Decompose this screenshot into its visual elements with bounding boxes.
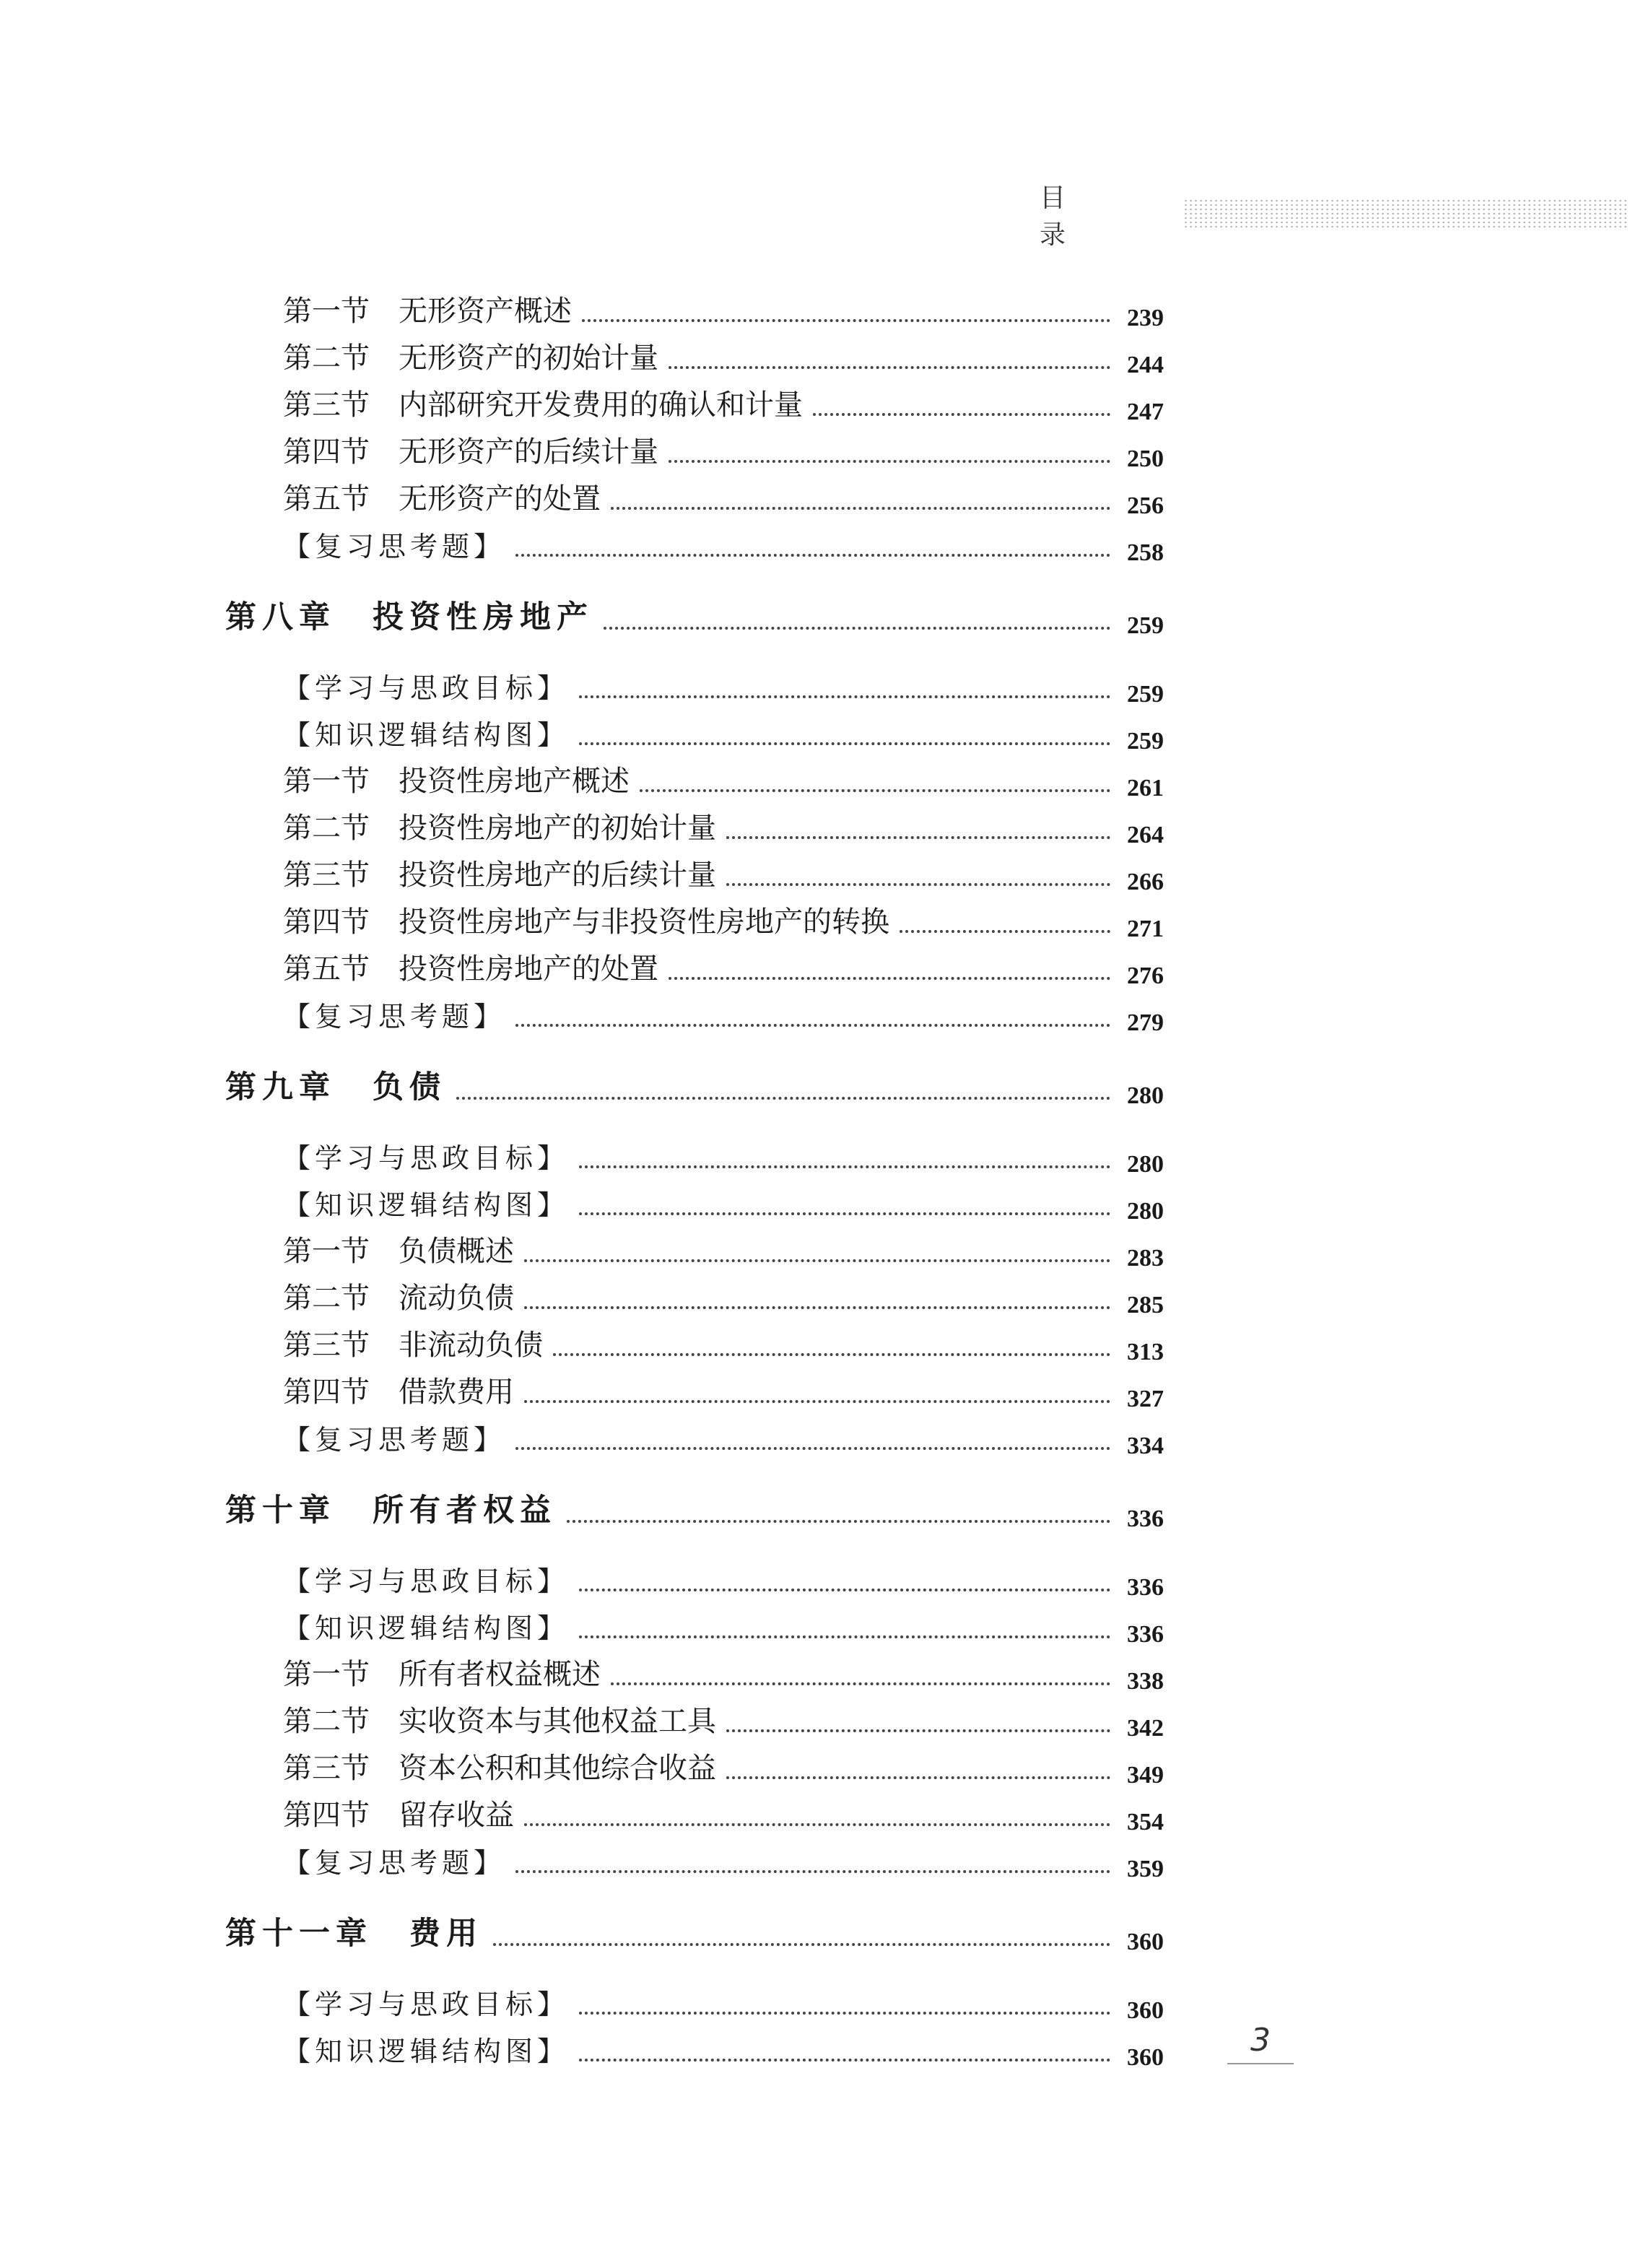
toc-entry[interactable] bbox=[283, 1646, 1164, 1693]
dot-leader bbox=[726, 1729, 1110, 1732]
toc-entry-page: 283 bbox=[1127, 1245, 1164, 1272]
toc-entry[interactable] bbox=[283, 2022, 1164, 2069]
toc-entry-label: 第一节 所有者权益概述 bbox=[283, 1658, 601, 1691]
toc-entry-page: 258 bbox=[1127, 539, 1164, 566]
toc-entry-label: 第九章 负债 bbox=[225, 1069, 446, 1105]
toc-entry-label: 第十一章 费用 bbox=[225, 1916, 483, 1952]
toc-entry-page: 342 bbox=[1127, 1715, 1164, 1742]
toc-entry[interactable] bbox=[283, 659, 1164, 708]
dot-leader bbox=[611, 507, 1110, 510]
toc-entry[interactable] bbox=[283, 1599, 1164, 1646]
toc-entry-page: 247 bbox=[1127, 399, 1164, 425]
toc-chapter-entry[interactable] bbox=[225, 1061, 1164, 1107]
toc-entry-label: 第二节 流动负债 bbox=[283, 1282, 514, 1315]
toc-entry-label: 第四节 借款费用 bbox=[283, 1376, 514, 1409]
toc-entry-label: 【复习思考题】 bbox=[283, 1001, 506, 1033]
dot-leader bbox=[726, 883, 1110, 886]
page-number: 3 bbox=[1227, 2022, 1294, 2064]
toc-entry[interactable] bbox=[283, 1552, 1164, 1599]
toc-entry-label: 第一节 投资性房地产概述 bbox=[283, 765, 630, 798]
dot-leader bbox=[604, 627, 1110, 630]
toc-entry-label: 【知识逻辑结构图】 bbox=[283, 2035, 570, 2067]
toc-entry-page: 259 bbox=[1127, 728, 1164, 755]
dot-leader bbox=[524, 1400, 1110, 1403]
dot-leader bbox=[524, 1259, 1110, 1262]
toc-entry-page: 354 bbox=[1127, 1809, 1164, 1835]
toc-entry-page: 360 bbox=[1127, 1997, 1164, 2024]
toc-entry-page: 285 bbox=[1127, 1292, 1164, 1318]
toc-entry[interactable] bbox=[283, 283, 1164, 329]
toc-entry[interactable] bbox=[283, 1176, 1164, 1225]
dot-leader bbox=[567, 1520, 1110, 1523]
dot-leader bbox=[900, 930, 1110, 933]
toc-entry-page: 271 bbox=[1127, 916, 1164, 942]
toc-entry[interactable] bbox=[283, 424, 1164, 470]
toc-entry[interactable] bbox=[283, 377, 1164, 423]
dot-leader bbox=[456, 1097, 1110, 1100]
toc-entry[interactable] bbox=[283, 988, 1164, 1034]
toc-entry-label: 第八章 投资性房地产 bbox=[225, 599, 593, 635]
dot-leader bbox=[579, 1589, 1110, 1591]
toc-entry-label: 【知识逻辑结构图】 bbox=[283, 1189, 570, 1221]
dot-leader bbox=[669, 460, 1110, 463]
toc-entry-page: 334 bbox=[1127, 1433, 1164, 1459]
toc-entry-label: 第二节 投资性房地产的初始计量 bbox=[283, 812, 716, 845]
dot-leader bbox=[579, 1165, 1110, 1168]
toc-entry[interactable] bbox=[283, 941, 1164, 987]
toc-entry-label: 第四节 无形资产的后续计量 bbox=[283, 435, 658, 469]
toc-entry-label: 【学习与思政目标】 bbox=[283, 1142, 570, 1174]
running-header bbox=[1040, 178, 1628, 251]
toc-entry-page: 250 bbox=[1127, 446, 1164, 472]
toc-entry-label: 【复习思考题】 bbox=[283, 1424, 506, 1456]
toc-entry-label: 第五节 无形资产的处置 bbox=[283, 482, 601, 516]
dot-leader bbox=[579, 1212, 1110, 1215]
toc-entry[interactable] bbox=[283, 1270, 1164, 1316]
toc-entry-page: 336 bbox=[1127, 1506, 1164, 1532]
toc-chapter-entry[interactable] bbox=[225, 591, 1164, 637]
toc-entry[interactable] bbox=[283, 800, 1164, 846]
toc-entry[interactable] bbox=[283, 1693, 1164, 1742]
toc-entry-page: 276 bbox=[1127, 963, 1164, 989]
toc-entry[interactable] bbox=[283, 471, 1164, 517]
toc-entry-page: 244 bbox=[1127, 352, 1164, 378]
toc-entry[interactable] bbox=[283, 1411, 1164, 1457]
toc-entry[interactable] bbox=[283, 518, 1164, 564]
toc-entry-label: 第三节 资本公积和其他综合收益 bbox=[283, 1752, 716, 1785]
toc-entry-page: 327 bbox=[1127, 1386, 1164, 1412]
toc-entry-page: 360 bbox=[1127, 2044, 1164, 2071]
toc-entry-page: 360 bbox=[1127, 1929, 1164, 1955]
dot-leader bbox=[669, 977, 1110, 980]
toc-entry-label: 第四节 留存收益 bbox=[283, 1799, 514, 1832]
dot-leader bbox=[582, 319, 1110, 322]
toc-entry-page: 336 bbox=[1127, 1574, 1164, 1601]
dot-leader bbox=[640, 789, 1110, 792]
toc-entry-label: 第二节 无形资产的初始计量 bbox=[283, 342, 658, 375]
dot-leader bbox=[813, 413, 1110, 416]
toc-entry-page: 338 bbox=[1127, 1668, 1164, 1695]
toc-entry-page: 336 bbox=[1127, 1621, 1164, 1648]
toc-entry-page: 280 bbox=[1127, 1082, 1164, 1109]
toc-entry-label: 【学习与思政目标】 bbox=[283, 1565, 570, 1597]
dot-leader bbox=[579, 2012, 1110, 2015]
header-title: 目 录 bbox=[1040, 183, 1104, 250]
toc-entry-page: 259 bbox=[1127, 612, 1164, 639]
dot-leader bbox=[611, 1682, 1110, 1685]
toc-entry[interactable] bbox=[283, 1834, 1164, 1880]
toc-chapter-entry[interactable] bbox=[225, 1484, 1164, 1530]
toc-entry-page: 313 bbox=[1127, 1339, 1164, 1365]
toc-entry-page: 279 bbox=[1127, 1009, 1164, 1036]
toc-entry-label: 【知识逻辑结构图】 bbox=[283, 1612, 570, 1644]
toc-entry[interactable] bbox=[283, 1317, 1164, 1363]
toc-entry[interactable] bbox=[283, 753, 1164, 799]
toc-entry-label: 【知识逻辑结构图】 bbox=[283, 719, 570, 751]
toc-entry[interactable] bbox=[283, 1976, 1164, 2022]
dot-leader bbox=[553, 1353, 1110, 1356]
toc-entry-page: 239 bbox=[1127, 305, 1164, 331]
toc-entry-label: 【复习思考题】 bbox=[283, 1847, 506, 1879]
header-dot-pattern bbox=[1183, 199, 1628, 230]
toc-entry[interactable] bbox=[283, 706, 1164, 755]
toc-entry-label: 第三节 投资性房地产的后续计量 bbox=[283, 859, 716, 892]
toc-entry-label: 【复习思考题】 bbox=[283, 531, 506, 562]
toc-entry-page: 259 bbox=[1127, 681, 1164, 708]
toc-entry-page: 264 bbox=[1127, 822, 1164, 848]
dot-leader bbox=[515, 1870, 1110, 1873]
toc-entry-page: 359 bbox=[1127, 1856, 1164, 1882]
toc-entry[interactable] bbox=[283, 330, 1164, 376]
toc-entry[interactable] bbox=[283, 1129, 1164, 1176]
toc-entry-page: 261 bbox=[1127, 775, 1164, 801]
dot-leader bbox=[515, 1447, 1110, 1450]
toc-entry-label: 第一节 无形资产概述 bbox=[283, 295, 572, 328]
toc-entry-page: 280 bbox=[1127, 1151, 1164, 1178]
toc-entry[interactable] bbox=[283, 847, 1164, 893]
toc-entry-page: 266 bbox=[1127, 869, 1164, 895]
toc-entry-label: 第三节 内部研究开发费用的确认和计量 bbox=[283, 388, 803, 422]
dot-leader bbox=[524, 1823, 1110, 1826]
dot-leader bbox=[515, 554, 1110, 557]
toc-entry-label: 第三节 非流动负债 bbox=[283, 1329, 543, 1362]
toc-entry-label: 第五节 投资性房地产的处置 bbox=[283, 952, 658, 986]
toc-entry-label: 第二节 实收资本与其他权益工具 bbox=[283, 1705, 716, 1738]
dot-leader bbox=[669, 366, 1110, 369]
toc-entry-label: 第四节 投资性房地产与非投资性房地产的转换 bbox=[283, 905, 889, 939]
toc-entry[interactable] bbox=[283, 1223, 1164, 1272]
dot-leader bbox=[493, 1943, 1110, 1946]
toc-entry[interactable] bbox=[283, 1787, 1164, 1833]
toc-entry-label: 第十章 所有者权益 bbox=[225, 1493, 557, 1529]
dot-leader bbox=[524, 1306, 1110, 1309]
dot-leader bbox=[579, 2059, 1110, 2061]
toc-entry[interactable] bbox=[283, 1740, 1164, 1789]
toc-entry-label: 第一节 负债概述 bbox=[283, 1235, 514, 1268]
dot-leader bbox=[579, 1635, 1110, 1638]
toc-entry-page: 256 bbox=[1127, 492, 1164, 519]
toc-entry-label: 【学习与思政目标】 bbox=[283, 672, 570, 704]
dot-leader bbox=[726, 836, 1110, 839]
toc-chapter-entry[interactable] bbox=[225, 1907, 1164, 1953]
dot-leader bbox=[726, 1776, 1110, 1779]
toc-entry[interactable] bbox=[283, 1364, 1164, 1410]
toc-entry-label: 【学习与思政目标】 bbox=[283, 1989, 570, 2020]
dot-leader bbox=[579, 742, 1110, 745]
toc-entry[interactable] bbox=[283, 894, 1164, 940]
dot-leader bbox=[515, 1024, 1110, 1027]
toc-entry-page: 280 bbox=[1127, 1198, 1164, 1225]
toc-entry-page: 349 bbox=[1127, 1762, 1164, 1789]
dot-leader bbox=[579, 695, 1110, 698]
